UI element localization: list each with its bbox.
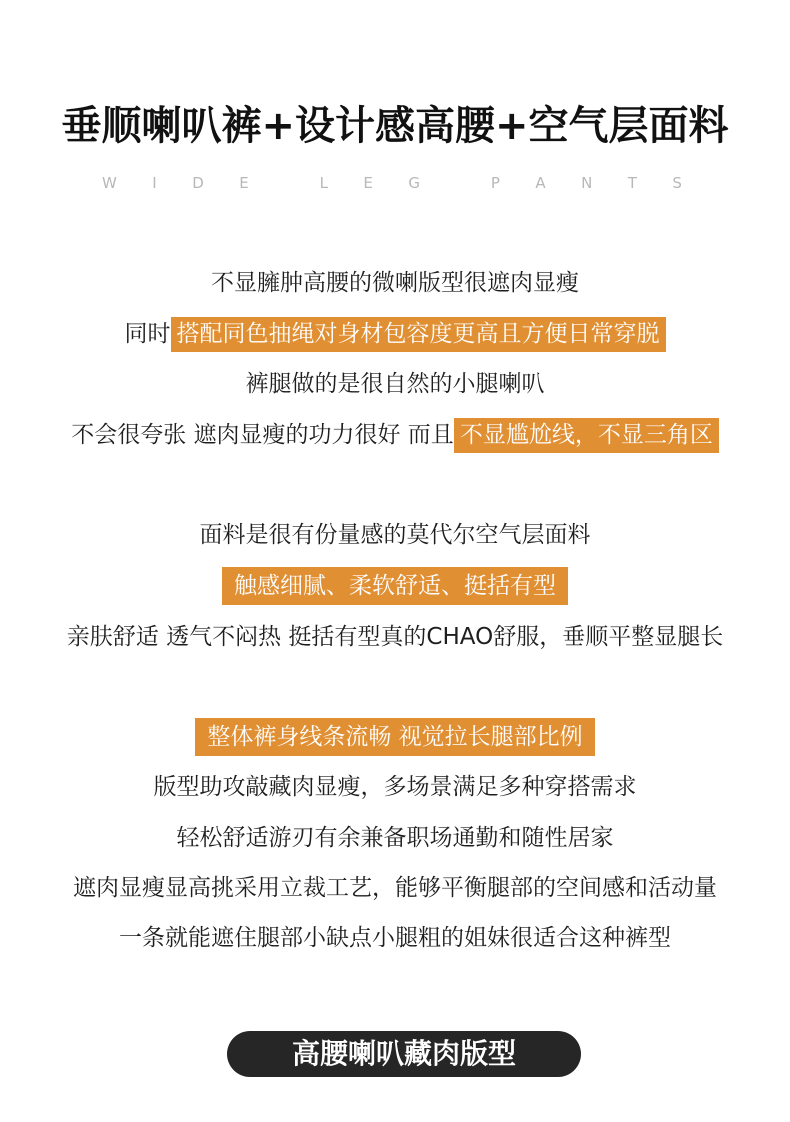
block1-line4-prefix: 不会很夸张 遮肉显瘦的功力很好 而且 [71,422,454,448]
subtitle-letter: P [490,174,500,192]
block3-line3: 轻松舒适游刃有余兼备职场通勤和随性居家 [176,825,614,851]
block1-line1: 不显臃肿高腰的微喇版型很遮肉显瘦 [211,270,579,296]
subtitle-letter: T [627,174,637,192]
page-title: 垂顺喇叭裤+设计感高腰+空气层面料 [61,103,729,149]
block1-line2-highlight: 搭配同色抽绳对身材包容度更高且方便日常穿脱 [171,317,666,352]
subtitle-letter: L [319,174,328,192]
block2-line3: 亲肤舒适 透气不闷热 挺括有型真的CHAO舒服，垂顺平整显腿长 [66,624,724,650]
subtitle-letter: D [192,174,204,192]
block2-line2-highlight: 触感细腻、柔软舒适、挺括有型 [222,567,568,605]
subtitle-letter: E [239,174,249,192]
block1-line2 [0,317,790,352]
subtitle-wide-leg-pants [102,174,682,194]
subtitle-letter: A [535,174,546,192]
subtitle-letter: N [581,174,593,192]
subtitle-letter: G [408,174,420,192]
subtitle-letter: E [363,174,373,192]
block2-line2 [0,567,790,605]
block3-line1 [0,718,790,756]
block3-line4: 遮肉显瘦显高挑采用立裁工艺，能够平衡腿部的空间感和活动量 [73,875,717,901]
section-heading-pill: 高腰喇叭藏肉版型 [227,1031,581,1077]
block1-line4-highlight: 不显尴尬线，不显三角区 [454,418,719,453]
block2-line1: 面料是很有份量感的莫代尔空气层面料 [199,522,591,548]
block1-line2-prefix: 同时 [124,321,171,347]
block1-line4 [0,418,790,453]
block3-line1-highlight: 整体裤身线条流畅 视觉拉长腿部比例 [195,718,594,756]
subtitle-letter: I [152,174,157,192]
subtitle-letter: S [672,174,682,192]
block1-line3: 裤腿做的是很自然的小腿喇叭 [245,371,545,397]
subtitle-letter: W [102,174,117,192]
block3-line2: 版型助攻敲藏肉显瘦，多场景满足多种穿搭需求 [153,774,637,800]
block3-line5: 一条就能遮住腿部小缺点小腿粗的姐妹很适合这种裤型 [119,925,671,951]
